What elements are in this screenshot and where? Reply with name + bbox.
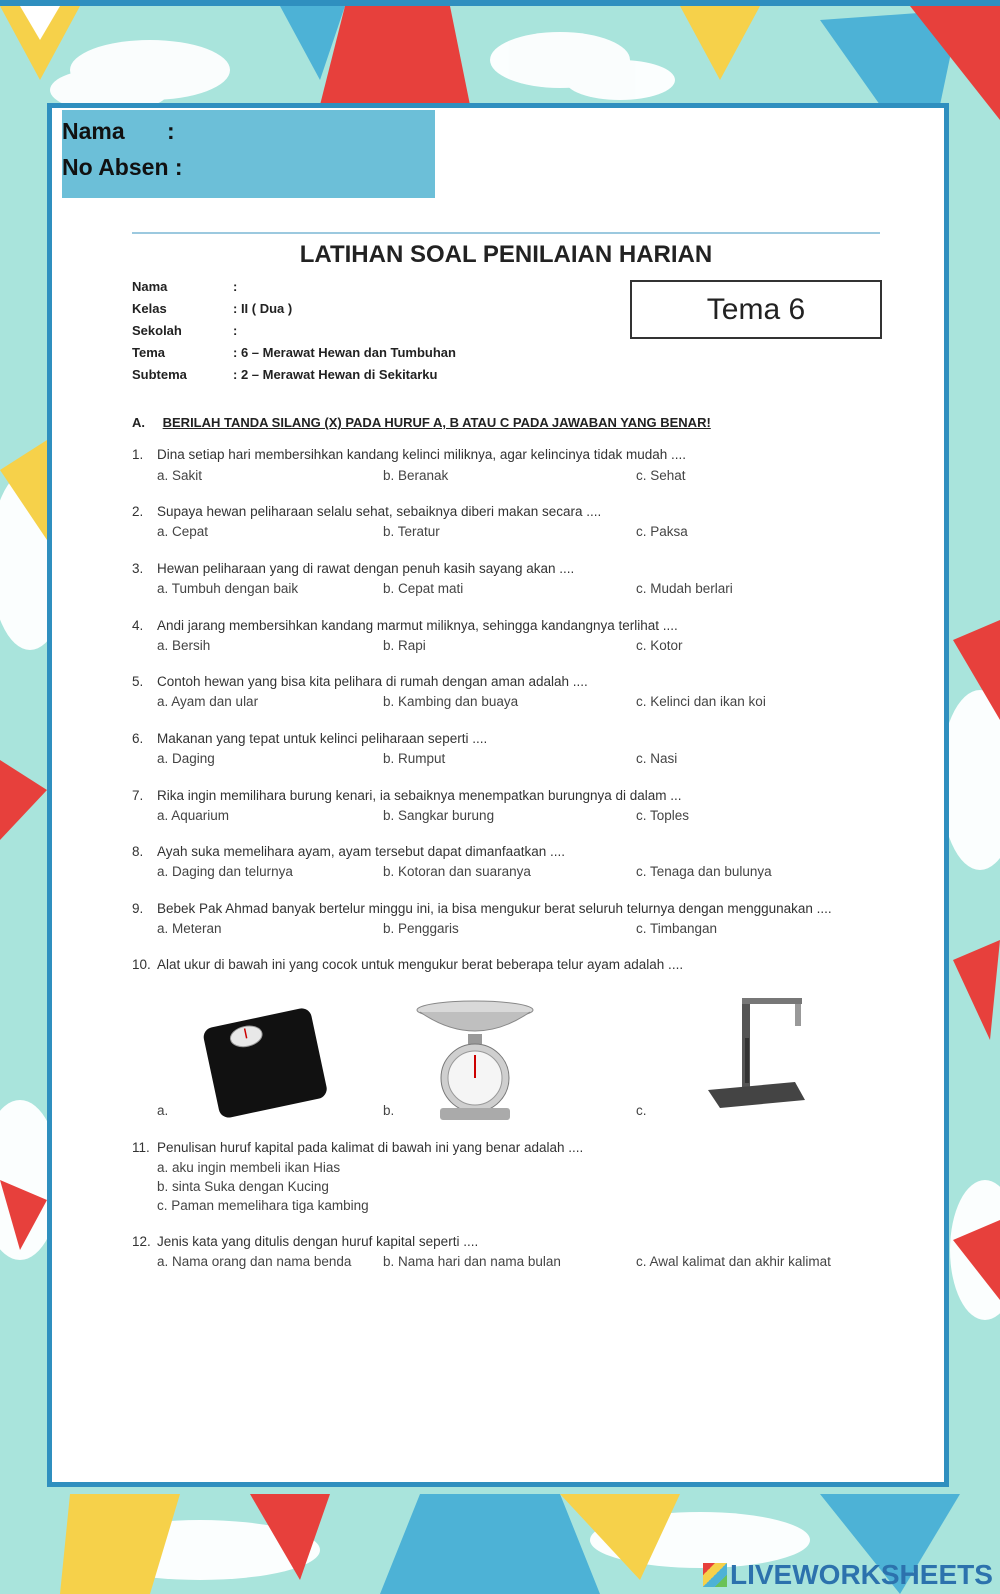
question-8-option-a[interactable]: a. Daging dan telurnya bbox=[157, 864, 293, 879]
question-12-option-b[interactable]: b. Nama hari dan nama bulan bbox=[383, 1254, 561, 1269]
question-text-1: Dina setiap hari membersihkan kandang kelinci miliknya, agar kelincinya tidak mudah .... bbox=[157, 447, 687, 462]
question-10-option-b[interactable]: b. bbox=[383, 1103, 395, 1118]
meta-value-kelas: : II ( Dua ) bbox=[233, 301, 293, 316]
question-text-12: Jenis kata yang ditulis dengan huruf kapital seperti .... bbox=[157, 1234, 479, 1249]
question-6-option-b[interactable]: b. Rumput bbox=[383, 751, 446, 766]
question-number-3: 3. bbox=[132, 561, 144, 576]
question-text-6: Makanan yang tepat untuk kelinci peliharaan seperti .... bbox=[157, 731, 488, 746]
question-7-option-c[interactable]: c. Toples bbox=[636, 808, 690, 823]
question-5-option-c[interactable]: c. Kelinci dan ikan koi bbox=[636, 694, 766, 709]
meta-value-sekolah: : bbox=[233, 323, 238, 338]
question-6-option-c[interactable]: c. Nasi bbox=[636, 751, 678, 766]
question-4-option-b[interactable]: b. Rapi bbox=[383, 638, 426, 653]
question-number-5: 5. bbox=[132, 674, 144, 689]
question-12-option-c[interactable]: c. Awal kalimat dan akhir kalimat bbox=[636, 1254, 831, 1269]
question-text-11: Penulisan huruf kapital pada kalimat di bawah ini yang benar adalah .... bbox=[157, 1140, 584, 1155]
liveworksheets-logo bbox=[703, 1559, 993, 1591]
meta-value-nama: : bbox=[233, 279, 238, 294]
question-number-12: 12. bbox=[132, 1234, 151, 1249]
instruction-text: BERILAH TANDA SILANG (X) PADA HURUF A, B ATAU C PADA JAWABAN YANG BENAR! bbox=[162, 415, 711, 430]
meta-label-subtema: Subtema bbox=[132, 367, 187, 382]
meta-label-nama: Nama bbox=[132, 279, 168, 294]
question-5-option-b[interactable]: b. Kambing dan buaya bbox=[383, 694, 519, 709]
nama-colon: : bbox=[167, 118, 175, 144]
question-text-7: Rika ingin memilihara burung kenari, ia sebaiknya menempatkan burungnya di dalam ... bbox=[157, 788, 682, 803]
instruction bbox=[132, 415, 711, 430]
question-11-option-c[interactable]: c. Paman memelihara tiga kambing bbox=[157, 1198, 369, 1213]
question-11-option-a[interactable]: a. aku ingin membeli ikan Hias bbox=[157, 1160, 341, 1175]
nama-label: Nama bbox=[62, 118, 125, 144]
question-9-option-b[interactable]: b. Penggaris bbox=[383, 921, 459, 936]
question-number-2: 2. bbox=[132, 504, 144, 519]
question-1-option-b[interactable]: b. Beranak bbox=[383, 468, 449, 483]
question-text-2: Supaya hewan peliharaan selalu sehat, sebaiknya diberi makan secara .... bbox=[157, 504, 602, 519]
page-title: LATIHAN SOAL PENILAIAN HARIAN bbox=[299, 241, 713, 268]
branding-text: LIVEWORKSHEETS bbox=[730, 1559, 993, 1590]
question-3-option-b[interactable]: b. Cepat mati bbox=[383, 581, 464, 596]
kite-top-center bbox=[320, 6, 470, 105]
question-number-6: 6. bbox=[132, 731, 144, 746]
question-9-option-a[interactable]: a. Meteran bbox=[157, 921, 222, 936]
question-10-option-c[interactable]: c. bbox=[636, 1103, 647, 1118]
student-info-box bbox=[62, 110, 435, 198]
question-7-option-a[interactable]: a. Aquarium bbox=[157, 808, 230, 823]
question-3-option-a[interactable]: a. Tumbuh dengan baik bbox=[157, 581, 299, 596]
question-number-7: 7. bbox=[132, 788, 144, 803]
tema-box: Tema 6 bbox=[630, 280, 882, 339]
question-number-10: 10. bbox=[132, 957, 151, 972]
meta-value-subtema: : 2 – Merawat Hewan di Sekitarku bbox=[233, 367, 438, 382]
absen-label: No Absen : bbox=[62, 154, 183, 180]
liveworksheets-icon bbox=[703, 1563, 727, 1587]
question-7-option-b[interactable]: b. Sangkar burung bbox=[383, 808, 495, 823]
question-8-option-b[interactable]: b. Kotoran dan suaranya bbox=[383, 864, 531, 879]
question-2-option-c[interactable]: c. Paksa bbox=[636, 524, 688, 539]
question-11-option-b[interactable]: b. sinta Suka dengan Kucing bbox=[157, 1179, 329, 1194]
question-text-4: Andi jarang membersihkan kandang marmut miliknya, sehingga kandangnya terlihat .... bbox=[157, 618, 678, 633]
question-4-option-c[interactable]: c. Kotor bbox=[636, 638, 683, 653]
meta-value-tema: : 6 – Merawat Hewan dan Tumbuhan bbox=[233, 345, 456, 360]
question-text-3: Hewan peliharaan yang di rawat dengan penuh kasih sayang akan .... bbox=[157, 561, 575, 576]
question-6-option-a[interactable]: a. Daging bbox=[157, 751, 215, 766]
question-12-option-a[interactable]: a. Nama orang dan nama benda bbox=[157, 1254, 352, 1269]
question-number-4: 4. bbox=[132, 618, 144, 633]
question-2-option-a[interactable]: a. Cepat bbox=[157, 524, 209, 539]
question-text-10: Alat ukur di bawah ini yang cocok untuk mengukur berat beberapa telur ayam adalah .... bbox=[157, 957, 684, 972]
question-text-9: Bebek Pak Ahmad banyak bertelur minggu ini, ia bisa mengukur berat seluruh telurnya dengan menggunakan .... bbox=[157, 901, 832, 916]
question-4-option-a[interactable]: a. Bersih bbox=[157, 638, 211, 653]
question-number-1: 1. bbox=[132, 447, 144, 462]
bathroom-scale-image[interactable] bbox=[200, 1005, 330, 1120]
meta-label-tema: Tema bbox=[132, 345, 165, 360]
platform-scale-image[interactable] bbox=[700, 990, 815, 1115]
question-5-option-a[interactable]: a. Ayam dan ular bbox=[157, 694, 259, 709]
question-1-option-a[interactable]: a. Sakit bbox=[157, 468, 203, 483]
question-number-9: 9. bbox=[132, 901, 144, 916]
question-1-option-c[interactable]: c. Sehat bbox=[636, 468, 686, 483]
instruction-letter: A. bbox=[132, 415, 145, 430]
question-10-option-a[interactable]: a. bbox=[157, 1103, 169, 1118]
question-text-8: Ayah suka memelihara ayam, ayam tersebut dapat dimanfaatkan .... bbox=[157, 844, 565, 859]
divider bbox=[132, 232, 880, 234]
question-number-11: 11. bbox=[132, 1140, 150, 1155]
meta-label-kelas: Kelas bbox=[132, 301, 167, 316]
question-3-option-c[interactable]: c. Mudah berlari bbox=[636, 581, 733, 596]
question-number-8: 8. bbox=[132, 844, 144, 859]
kitchen-scale-image[interactable] bbox=[410, 1000, 540, 1125]
question-2-option-b[interactable]: b. Teratur bbox=[383, 524, 440, 539]
meta-label-sekolah: Sekolah bbox=[132, 323, 182, 338]
question-text-5: Contoh hewan yang bisa kita pelihara di rumah dengan aman adalah .... bbox=[157, 674, 588, 689]
question-9-option-c[interactable]: c. Timbangan bbox=[636, 921, 718, 936]
question-8-option-c[interactable]: c. Tenaga dan bulunya bbox=[636, 864, 772, 879]
